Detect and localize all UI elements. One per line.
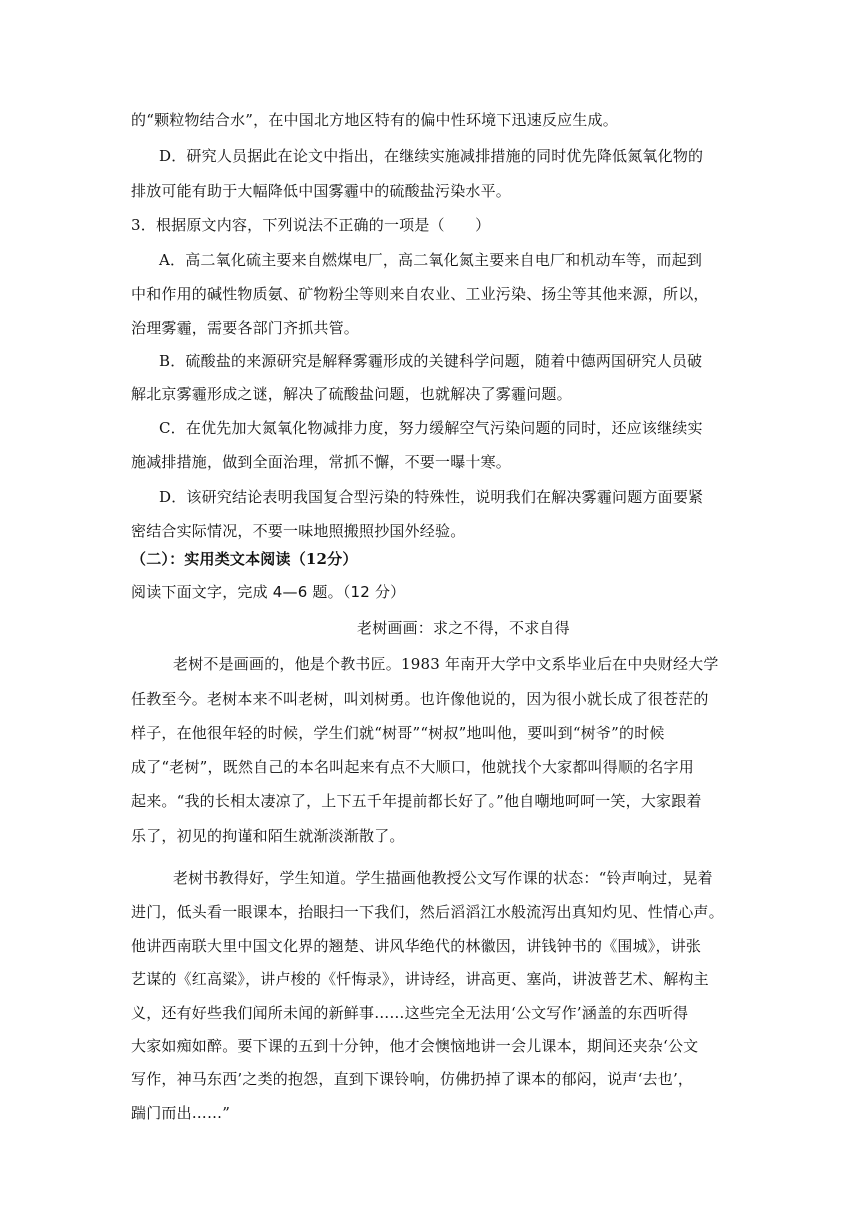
text-line: 义，还有好些我们闻所未闻的新鲜事……这些完全无法用‘公文写作’涵盖的东西听得 — [131, 1004, 689, 1022]
text-line: 样子，在他很年轻的时候，学生们就“树哥”“树叔”地叫他，要叫到“树爷”的时候 — [131, 724, 665, 742]
paragraph-2: 老树书教得好，学生知道。学生描画他教授公文写作课的状态：“铃声响过，晃着 — [173, 869, 713, 887]
text-line: 治理雾霾，需要各部门齐抓共管。 — [131, 319, 360, 337]
option-d: D．该研究结论表明我国复合型污染的特殊性，说明我们在解决雾霾问题方面要紧 — [159, 488, 704, 506]
text-line: 艺谋的《红高粱》，讲卢梭的《忏悔录》，讲诗经，讲高更、塞尚，讲波普艺术、解构主 — [131, 970, 709, 988]
text-line: 写作，神马东西’之类的抱怨，直到下课铃响，仿佛扔掉了课本的郁闷，说声‘去也’， — [131, 1070, 694, 1088]
text-line: 排放可能有助于大幅降低中国雾霾中的硫酸盐污染水平。 — [131, 182, 512, 200]
text-line: 踹门而出……” — [131, 1104, 231, 1122]
option-a: A．高二氧化硫主要来自燃煤电厂，高二氧化氮主要来自电厂和机动车等，而起到 — [159, 251, 703, 269]
paragraph-1: 老树不是画画的，他是个教书匠。1983 年南开大学中文系毕业后在中央财经大学 — [173, 655, 719, 673]
text-line: 成了“老树”，既然自己的本名叫起来有点不大顺口，他就找个大家都叫得顺的名字用 — [131, 758, 694, 776]
question-3: 3．根据原文内容，下列说法不正确的一项是（ ） — [131, 216, 491, 234]
text-line: 解北京雾霾形成之谜，解决了硫酸盐问题，也就解决了雾霾问题。 — [131, 385, 572, 403]
option-b: B．硫酸盐的来源研究是解释雾霾形成的关键科学问题，随着中德两国研究人员破 — [159, 352, 703, 370]
text-line: 密结合实际情况，不要一味地照搬照抄国外经验。 — [131, 522, 466, 540]
text-line: 进门，低头看一眼课本，抬眼扫一下我们，然后滔滔江水般流泻出真知灼见、性情心声。 — [131, 903, 724, 921]
instruction: 阅读下面文字，完成 4—6 题。（12 分） — [131, 583, 406, 601]
section-heading: （二）：实用类文本阅读（12分） — [131, 550, 358, 568]
text-line: 大家如痴如醉。要下课的五到十分钟，他才会懊恼地讲一会儿课本，期间还夹杂‘公文 — [131, 1037, 699, 1055]
text-line: 施减排措施，做到全面治理，常抓不懈，不要一曝十寒。 — [131, 453, 512, 471]
option-c: C．在优先加大氮氧化物减排力度，努力缓解空气污染问题的同时，还应该继续实 — [159, 419, 703, 437]
text-line: 任教至今。老树本来不叫老树，叫刘树勇。也许像他说的，因为很小就长成了很苍茫的 — [131, 690, 709, 708]
text-line: 乐了，初见的拘谨和陌生就渐淡渐散了。 — [131, 827, 405, 845]
text-line: 的“颗粒物结合水”，在中国北方地区特有的偏中性环境下迅速反应生成。 — [131, 111, 618, 129]
text-line: 中和作用的碱性物质氨、矿物粉尘等则来自农业、工业污染、扬尘等其他来源，所以， — [131, 285, 709, 303]
article-title: 老树画画：求之不得，不求自得 — [357, 619, 570, 637]
text-line: 起来。“我的长相太凄凉了，上下五千年提前都长好了。”他自嘲地呵呵一笑，大家跟着 — [131, 792, 702, 810]
text-line: 他讲西南联大里中国文化界的翘楚、讲风华绝代的林徽因，讲钱钟书的《围城》，讲张 — [131, 937, 702, 955]
option-d-prev: D．研究人员据此在论文中指出，在继续实施减排措施的同时优先降低氮氧化物的 — [159, 147, 704, 165]
